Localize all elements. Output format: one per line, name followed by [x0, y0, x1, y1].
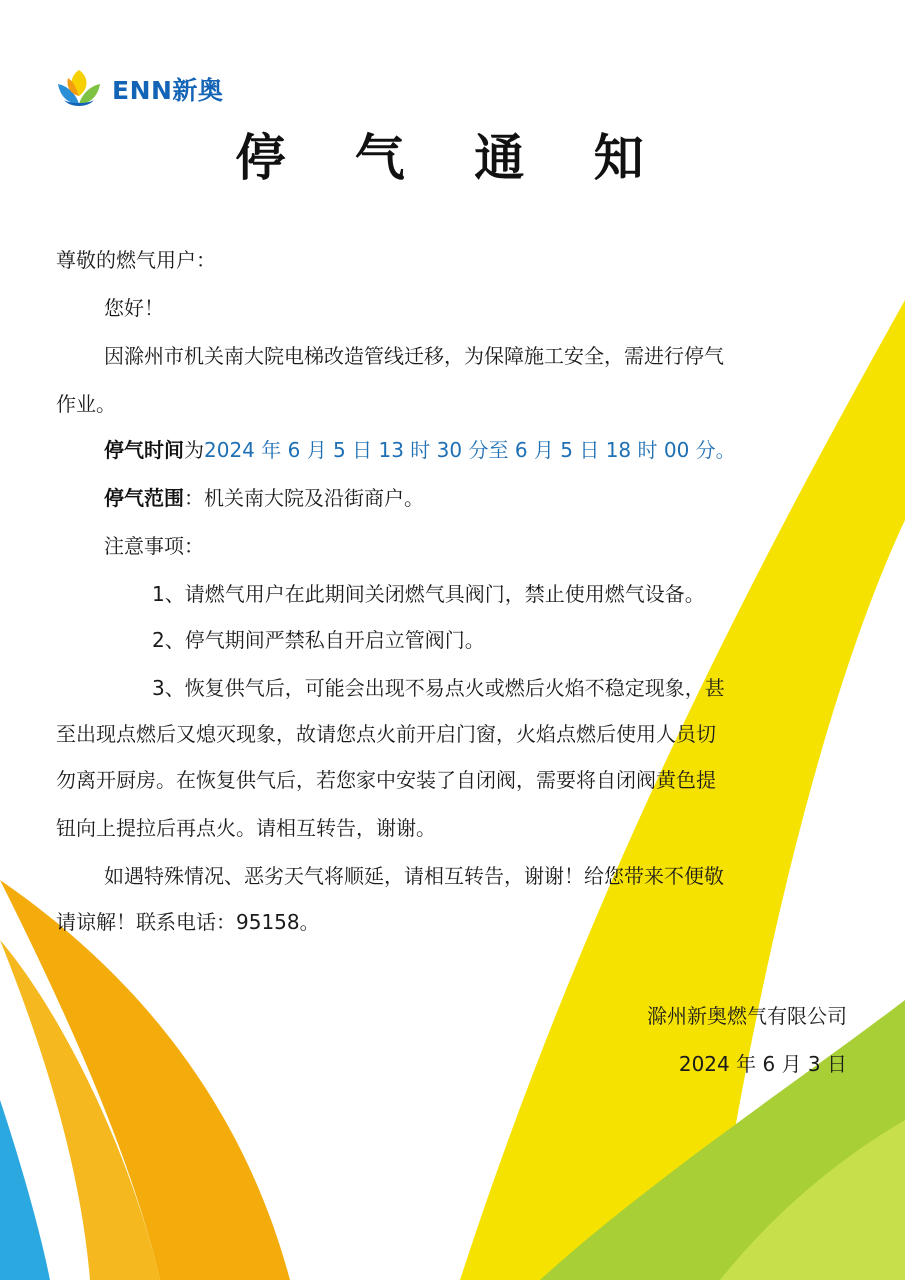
outage-time-connector: 为	[184, 438, 204, 462]
notice-date: 2024 年 6 月 3 日	[678, 1052, 847, 1076]
company-signature: 滁州新奥燃气有限公司	[647, 1004, 847, 1028]
closing-line-2: 请谅解！联系电话：95158。	[56, 910, 320, 934]
salutation: 尊敬的燃气用户：	[56, 248, 216, 272]
note-1: 1、请燃气用户在此期间关闭燃气具阀门，禁止使用燃气设备。	[152, 582, 705, 606]
outage-time-label: 停气时间	[104, 438, 184, 462]
outage-scope-label: 停气范围	[104, 486, 184, 510]
page-title: 停 气 通 知	[235, 129, 670, 187]
note-3-line-3: 勿离开厨房。在恢复供气后，若您家中安装了自闭阀，需要将自闭阀黄色提	[56, 768, 716, 792]
notes-heading: 注意事项：	[104, 534, 204, 558]
intro-text-line-1: 因滁州市机关南大院电梯改造管线迁移，为保障施工安全，需进行停气	[104, 344, 724, 368]
outage-time-value: 2024 年 6 月 5 日 13 时 30 分至 6 月 5 日 18 时 00 分。	[204, 438, 736, 462]
company-logo	[54, 64, 223, 114]
outage-scope-row	[104, 484, 424, 512]
note-3-line-2: 至出现点燃后又熄灭现象，故请您点火前开启门窗，火焰点燃后使用人员切	[56, 722, 716, 746]
closing-line-1: 如遇特殊情况、恶劣天气将顺延，请相互转告，谢谢！给您带来不便敬	[104, 864, 724, 888]
outage-scope-value: ：机关南大院及沿街商户。	[184, 486, 424, 510]
note-3-line-4: 钮向上提拉后再点火。请相互转告，谢谢。	[56, 816, 436, 840]
enn-flower-logo-icon	[54, 64, 104, 114]
note-2: 2、停气期间严禁私自开启立管阀门。	[152, 628, 485, 652]
intro-text-line-2: 作业。	[56, 392, 116, 416]
outage-time-row	[104, 436, 736, 464]
note-3-line-1: 3、恢复供气后，可能会出现不易点火或燃后火焰不稳定现象，甚	[152, 676, 725, 700]
greeting: 您好！	[104, 296, 164, 320]
logo-text: ENN新奥	[112, 76, 224, 105]
